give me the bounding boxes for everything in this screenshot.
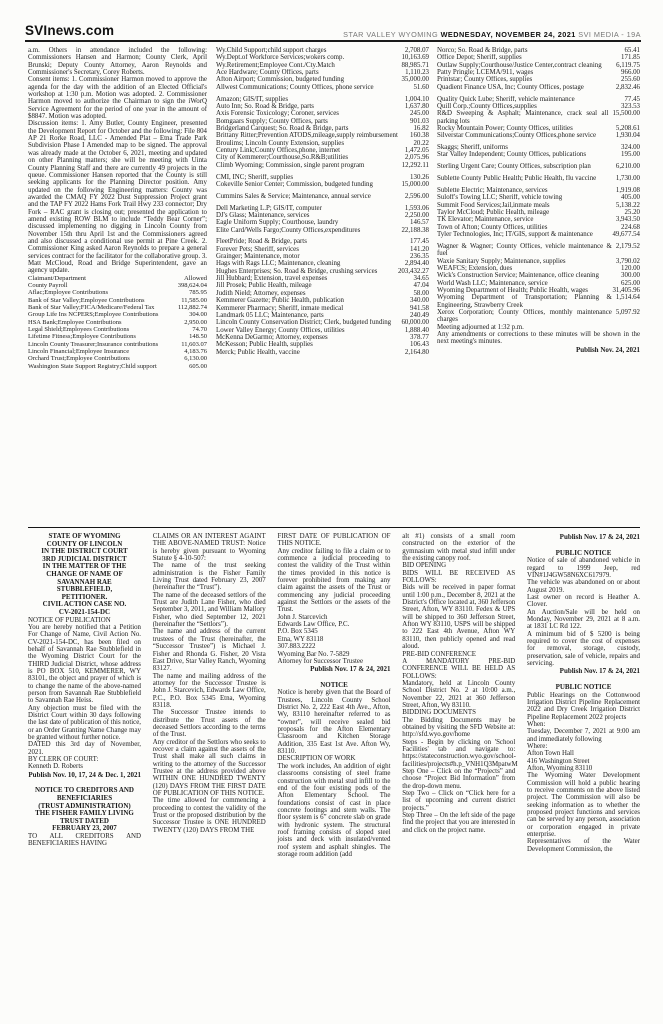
claim-row: 3,943.50 TK Elevator; Maintenance, service — [437, 216, 640, 224]
claim-row: 195.00 Star Valley Independent; County Offices, publications — [437, 151, 640, 159]
masthead: SVInews.com — [25, 23, 115, 38]
claim-row: 304.00 Group Life Ins NCPERS;Employee Contributions — [28, 311, 207, 319]
claim-row: 224.68 Town of Afton; County Offices, utilities — [437, 223, 640, 231]
notice-paragraph: The work includes, An addition of eight classrooms consisting of steel frame construction with metal stud infill to the end of the four existing pods of the Afton Elementary School. The foundations consist of cast in place concrete footings and stem walls. The floor system is 6” concrete slab on grade with hydronic system. The structural roof framing consists of sloped steel joists and deck with insulated/vented roof system and asphalt shingles. The storage room addition (add — [277, 762, 391, 858]
notice-line: When: — [527, 720, 546, 728]
notice-paragraph: The time allowed for commencing a proceeding to contest the validity of the Trust or the proposed distribution by the Successor Trustee is ONE HUNDRED TWENTY (120) DAYS FROM THE — [152, 797, 266, 834]
claim-row: 1,730.00 Sublette County Public Health; Public Health, flu vaccine — [437, 175, 640, 183]
claim-row: 25.20 Taylor McCloud; Public Health, mileage — [437, 209, 640, 217]
claim-row: 22,188.38 Elite Card/Wells Fargo;County Offices,expenditures — [216, 226, 429, 234]
claim-row: 2,950.00 HSA Bank;Employee Contributions — [28, 318, 207, 326]
claim-row: 10,163.69 Wy.Dept.of Workforce Services;wokers comp. — [216, 54, 429, 62]
claim-row: 31,405.96 Wyoming Department of Health; Public Health, wages — [437, 286, 640, 294]
notice-line: 416 Washington Street — [527, 757, 590, 765]
header-location: STAR VALLEY WYOMING — [343, 30, 441, 39]
notice-heading: IN THE DISTRICT COURT — [41, 547, 128, 556]
minutes-closing — [437, 324, 640, 355]
notice-heading: (TRUST ADMINISTRATION) — [38, 801, 131, 810]
header-edition: SVI MEDIA - 19A — [575, 30, 641, 39]
notice-line: BY CLERK OF COURT: — [28, 756, 99, 764]
notice-heading: COUNTY OF LINCOLN — [46, 539, 123, 548]
claim-row: 240.49 Landmark 05 LLC; Maintenance, parts — [216, 311, 429, 319]
payroll-header-allowed: Allowed — [183, 274, 207, 282]
publish-line: Publish Nov. 17 & 24, 2021 — [559, 667, 640, 676]
claim-row: 112,882.74 Bank of Star Valley;FICA/Medicare/Federal Tax — [28, 304, 207, 312]
claim-row: 120.00 WEAFCS; Extension, dues — [437, 264, 640, 272]
notice-line: Kenneth D. Roberts — [28, 763, 83, 771]
notice-heading: CIVIL ACTION CASE NO. — [42, 600, 127, 609]
notice-paragraph: CLAIMS OR AN INTEREST AGAINT THE ABOVE-NAMED TRUST: Notice is hereby given pursuant to Wyoming Statute § 4-10-507: — [152, 533, 266, 563]
notice-paragraph: Bids will be received in paper format until 1:00 p.m., December 8, 2021 at the District's Office located at, 360 Jefferson Street, Afton, WY 83110. Fedex & UPS will be shipped to 360 Jefferson Street, Afton WY 83110, USPS will be shipped to 222 East 4th Avenue, Afton WY 83110, then publicly opened and read aloud. — [402, 584, 516, 651]
claim-row: 1,919.08 Sublette Electric; Maintenance, services — [437, 187, 640, 194]
notice-paragraph: A MANDATORY PRE-BID CONFERENCE WILL BE HELD AS FOLLOWS: — [402, 657, 516, 680]
claim-row: 2,596.00 Cummins Sales & Service; Maintenance, annual service — [216, 192, 429, 200]
claim-row: 6,210.00 Sterling Urgent Care; County Offices, subscription plan — [437, 163, 640, 171]
publish-line: Publish Nov. 17 & 24, 2021 — [559, 533, 640, 541]
claim-row: 160.38 Brittany Ritter;Prevention ATODS,mileage,supply reimbursement — [216, 132, 429, 140]
claim-row: 106.43 McKesson; Public Health, supplies — [216, 341, 429, 349]
legal-notices-section — [28, 533, 640, 1020]
claim-row: 5,208.61 Rocky Mountain Power; County Offices, utilities — [437, 124, 640, 132]
claim-row: 2,894.40 Hags with Rags LLC; Maintenance, cleaning — [216, 260, 429, 268]
notice-paragraph: Consent items: 1. Commissioner Harmon moved to approve the agenda for the day with the addition of an Elected Official's workshop at 1:30 p.m. Motion was adopted. 2. Commissioner Harmon moved to authorize the Chairman to sign the iWorQ Service Agreement for the period of one year in the amount of $8847. Motion was adopted. — [28, 76, 207, 121]
claim-row: 11,603.07 Lincoln County Treasurer;Insurance contributions — [28, 340, 207, 348]
notice-paragraph: Step Three – On the left side of the page find the project that you are interested in and click on the project name. — [402, 812, 516, 834]
notice-paragraph: Notice of sale of abandoned vehicle in regard to 1999 Jeep, red VIN#1J4GW58N6XC617979. — [527, 557, 640, 579]
notice-line: BID OPENING — [402, 562, 447, 570]
notice-line: 307.883.2222 — [277, 643, 316, 651]
notice-line: Where: — [527, 742, 548, 750]
claim-row: 398,624.04 County Payroll — [28, 282, 207, 289]
notice-line: DESCRIPTION OF WORK — [277, 755, 356, 763]
notice-heading: NOTICE — [320, 680, 348, 689]
notice-line: NOTICE OF PUBLICATION — [28, 616, 111, 624]
notice-line: John J. Starcevich — [277, 613, 328, 621]
claim-row: 378.77 McKenna DeGarmo; Attorney, expenses — [216, 333, 429, 341]
notice-heading: THE FISHER FAMILY LIVING TRUST DATED — [35, 809, 134, 825]
notice-heading: FEBRUARY 23, 2007 — [52, 824, 117, 833]
claim-row: 2,832.46 Quadient Finance USA, Inc; County Offices, postage — [437, 83, 640, 91]
claim-row: 2,250.00 DJ's Glass; Maintenance, services — [216, 211, 429, 219]
claim-row: 16.82 Bridgerland Carquest; So. Road & Bridge, parts — [216, 124, 429, 132]
claim-row: 130.26 CMI, INC; Sheriff, supplies — [216, 173, 429, 181]
claim-row: 405.00 Suloff's Towing LLC; Sheriff, vehicle towing — [437, 194, 640, 202]
claim-row: 340.00 Kemmerer Gazette; Public Health, publication — [216, 297, 429, 305]
notice-heading: CHANGE OF NAME OF — [46, 569, 123, 578]
notice-line: P.O. Box 5345 — [277, 628, 318, 636]
notice-line: Afton, Wyoming 83110 — [527, 764, 593, 772]
claim-row: 2,708.07 Wy.Child Support;child support charges — [216, 47, 429, 54]
notice-line: PRE-BID CONFERENCE — [402, 650, 476, 658]
minutes-column — [28, 47, 207, 521]
claim-row: 49,677.54 Tyler Technologies, Inc; IT/GIS, support & maintenance — [437, 231, 640, 239]
notices-column-5 — [527, 533, 640, 1020]
notice-paragraph: Steps - Begin by clicking on 'School Facilities' tab and navigate to: https://stateconstruction.wyo.gov/school-facilities/projects#h.p_VNH1Q3MpatwM — [402, 738, 518, 768]
header-rule — [25, 40, 641, 42]
notice-paragraph: The vehicle was abandoned on or about August 2019. — [527, 579, 640, 594]
notice-heading: PUBLIC NOTICE — [555, 548, 612, 557]
notice-paragraph: Step One – Click on the “Projects” and choose “Project Bid Information” from the drop-down menu. — [402, 768, 516, 790]
notice-paragraph: Step Two – Click on “Click here for a list of upcoming and current district projects.” — [402, 790, 516, 812]
notice-paragraph: The Bidding Documents may be obtained by visiting the SFD Website at: http://sfd.wyo.gov/home — [402, 716, 516, 739]
claim-row: 323.53 Quill Corp.;County Offices,supplies — [437, 102, 640, 110]
claim-row: 146.57 Eagle Uniform Supply; Courthouse, laundry — [216, 219, 429, 227]
notice-paragraph: The name of the deceased settlors of the Trust are Judith Lane Fisher, who died September 3, 2011, and William Mallory Fisher, who died September 12, 2021 (hereinafter the “Settlors”). — [152, 591, 266, 629]
claim-row: 1,472.05 Century Link;County Offices,phone, internet — [216, 146, 429, 154]
claims-column-3 — [437, 47, 640, 521]
notice-paragraph: Representatives of the Water Development Commission, the — [527, 838, 640, 853]
minutes-paragraphs — [28, 47, 207, 275]
claim-row: 58.00 Judith Nield; Attorney, expenses — [216, 289, 429, 297]
notice-paragraph: The name and mailing address of the attorney for the Successor Trustee is John J. Starcevich, Edwards Law Office, P.C., P.O. Box 5345 Etna, Wyoming 83118. — [152, 672, 266, 709]
claim-row: 1,930.04 Silverstar Communications;County Offices,phone service — [437, 132, 640, 140]
notices-column-3 — [278, 533, 391, 1020]
notice-heading: IN THE MATTER OF THE — [42, 562, 127, 571]
claim-row: 941.58 Kemmerer Pharmacy; Sheriff, inmate medical — [216, 304, 429, 312]
notice-heading: CV-2021-154-DC — [58, 607, 111, 616]
claim-row: 5,097.92 Xerox Corporation; County Offices, monthly maintenance charges — [437, 309, 640, 324]
notice-paragraph: Any creditor failing to file a claim or to commence a judicial proceeding to contest the validity of the Trust within the times provided in this notice is forever prohibited from making any claim against the assets of the Trust or commencing any judicial proceeding against the Settlors or the assets of the Trust. — [277, 547, 391, 614]
claim-row: 5,138.22 Summit Food Services;Jail,inmate meals — [437, 201, 640, 209]
claim-row: 177.45 FleetPride; Road & Bridge, parts — [216, 238, 429, 246]
claim-row: 203,432.27 Hughes Enterprises; So. Road & Bridge, crushing services — [216, 267, 429, 275]
claim-row: 11,585.00 Bank of Star Valley;Employee Contributions — [28, 296, 207, 304]
notice-line: Meeting adjourned at 1:32 p.m. — [437, 323, 524, 331]
publish-line: Publish Nov. 10, 17, 24 & Dec. 1, 2021 — [28, 770, 141, 779]
notice-paragraph: DATED this 3rd day of November, 2021. — [28, 741, 141, 756]
notice-paragraph: You are hereby notified that a Petition For Change of Name, Civil Action No. CV-2021-154-DC, has been filed on behalf of Savannah Rae Stubblefield in the Wyoming District Court for the THIRD Judicial District, whose address is PO BOX 510, KEMMERER, WY 83101, the object and prayer of which is to change the name of the above-named person from Savannah Rae Stubblefield to Savannah Rae Heiss. — [28, 623, 141, 705]
claim-row: 1,110.23 Ace Hardware; County Offices, parts — [216, 69, 429, 77]
claim-row: 255.60 Printstar; County Offices, supplies — [437, 76, 640, 84]
notice-paragraph: Notice is hereby given that the Board of Trustees, Lincoln County School District No. 2, 222 East 4th Ave., Afton, Wy, 83110 hereinafter referred to as “owner”, will receive sealed bid proposals for the Afton Elementary Classroom and Kitchen Storage Addition, 335 East 1st Ave. Afton Wy, 83110. — [277, 689, 391, 756]
notice-line: Afton Town Hall — [527, 750, 574, 758]
claim-row: 236.35 Grainger; Maintenance, motor — [216, 253, 429, 261]
claim-row: 15,000.00 Cokeville Senior Center; Commission, budgeted funding — [216, 180, 429, 188]
claim-row: 1,593.06 Dell Marketing L.P; GIS/IT, computer — [216, 204, 429, 212]
notice-paragraph: Mandatory, held at Lincoln County School District No. 2 at 10:00 a.m., November 22, 2021 at 360 Jefferson Street, Afton, Wy 83110. — [402, 679, 516, 709]
notice-paragraph: Any amendments or corrections to these minutes will be shown in the next meeting's minutes. — [437, 331, 640, 346]
notice-paragraph: Any objection must be filed with the District Court within 30 days following the last date of publication of this notice, or an Order Granting Name Change may be granted without further notice. — [28, 704, 141, 742]
notice-paragraph: Public Hearings on the Cottonwood Irrigation District Pipeline Replacement 2022 and Dry Creek Irrigation District Pipeline Replacement 2022 projects — [527, 691, 640, 721]
notice-heading: PETITIONER. — [61, 592, 108, 601]
claim-row: 625.00 World Wash LLC; Maintenance, service — [437, 279, 640, 287]
claim-row: 141.20 Forever Pets; Sheriff, services — [216, 245, 429, 253]
publish-line: Publish Nov. 17 & 24, 2021 — [310, 665, 391, 674]
claim-row: 15,500.00 R&D Sweeping & Asphalt; Maintenance, crack seal all parking lots — [437, 110, 640, 125]
claim-row: 34.65 Jill Hubbard; Extension, travel expenses — [216, 275, 429, 283]
claim-row: 51.60 Allwest Communications; County Offices, phone service — [216, 83, 429, 91]
notice-paragraph: An Auction/Sale will be held on Monday, November 29, 2021 at 8 a.m. at 1831 LC Rd 122. — [527, 608, 640, 631]
publish-line: Publish Nov. 24, 2021 — [576, 345, 640, 354]
claim-row: 1,004.10 Amazon; GIS/IT, supplies — [216, 95, 429, 103]
claim-row: 2,164.80 Merck; Public Health, vaccine — [216, 348, 429, 356]
notice-paragraph: Discussion items: 1. Amy Butler, County Engineer, presented the Development Report for October and the following: File 804 AP 21 Rorke Road, LLC - Amended Plat – Etna Trade Park Subdivision Phase I Amended map to be signed. The approval was already made at the October 6, 2021, meeting and updated on other Planning matters; she will be meeting with Uinta County Planning Staff and there are currently 49 projects in the queue. Commissioner Hansen reported that the County is still seeking applicants for the Planning Director position. Amy updated on the following Engineering matters: County was awarded the CMAQ FY 2022 Dust Suppression Project grant and the TAP FY 2022 Hams Fork Trail Hwy 233 connector; Dry Fork – RAC grant is closing out; presented the application to amend existing ROW BLM to include “Teddy Bear Corner”; discussed implementing no digging in Lincoln County from November 15th thru April 1st and the Commissioners agreed and also discussed a conditional use permit at Pine Creek. 2. Commissioner King asked Aaron Reynolds to prepare a general services contract for the facilitator for the collaborative group. 3. Matt McCloud, Road and Bridge Superintendent, gave an agency update. — [28, 120, 207, 275]
claim-row: 20.22 Broulims; Lincoln County Extension, supplies — [216, 139, 429, 147]
payroll-header-claimant: Claimant/Department — [28, 274, 86, 282]
claim-row: 74.70 Legal Shield;Employees Contributions — [28, 326, 207, 334]
claim-row: 966.00 Patty Pringle; LCEMA/911, wages — [437, 69, 640, 77]
notice-heading: 3RD JUDICIAL DISTRICT — [42, 554, 127, 563]
claim-row: 300.00 Wick's Construction Service; Maintenance, office cleaning — [437, 272, 640, 280]
notice-heading: PUBLIC NOTICE — [555, 682, 612, 691]
notices-column-4 — [402, 533, 518, 1020]
claim-row: 60,000.00 Lincoln County Conservation District; Clerk, budgeted funding — [216, 319, 429, 327]
claim-row: 88,985.71 Wy.Retirement;Employee Cont./Cty.Match — [216, 61, 429, 69]
claim-row: 4,183.76 Lincoln Financial;Employee Insurance — [28, 348, 207, 356]
notice-paragraph: TO ALL CREDITORS AND BENEFICIARIES HAVING — [28, 832, 141, 848]
claim-row: 605.00 Washington State Support Registry;Child support — [28, 362, 207, 370]
notice-line: BIDDING DOCUMENTS — [402, 709, 476, 717]
claim-row: 785.95 Aflac;Employee Contributions — [28, 289, 207, 297]
claims-column-3-items — [437, 47, 640, 324]
notice-line: Wyoming Bar No. 7-5829 — [277, 650, 350, 658]
notice-paragraph: alt #1) consists of a small room constructed on the exterior of the gymnasium with metal stud infill under the existing canopy roof. — [402, 533, 516, 563]
claim-row: 1,637.80 Auto Inn; So. Road & Bridge, parts — [216, 102, 429, 110]
minutes-section — [28, 47, 640, 521]
notice-paragraph: Last owner on record is Heather A. Clover. — [527, 593, 640, 609]
claim-row: 245.00 Axis Forensic Toxicology; Coroner, services — [216, 110, 429, 118]
claim-row: 1,888.40 Lower Valley Energy; County Offices, utilities — [216, 326, 429, 334]
notice-line: Edwards Law Office, P.C. — [277, 621, 350, 629]
notice-paragraph: Any creditor of the Settlors who seeks to recover a claim against the assets of the Trust shall make all such claims in writing to the attorney of the Successor Trustee at the address provided above WITHIN ONE HUNDRED TWENTY (120) DAYS FROM THE FIRST DATE OF PUBLICATION OF THIS NOTICE. — [152, 738, 266, 798]
notice-paragraph: A minimum bid of $ 5200 is being required to cover the cost of expenses for removal, storage, custody, preservation, sale of vehicle, repairs and servicing. — [527, 630, 640, 667]
notice-line: Etna, WY 83118 — [277, 635, 324, 643]
claim-row: 35,000.00 Afton Airport; Commission, budgeted funding — [216, 76, 429, 84]
claim-row: 6,119.75 Outlaw Supply;Courthouse/Justice Center,contract cleaning — [437, 61, 640, 69]
claim-row: 3,790.02 Waxie Sanitary Supply; Maintenance, supplies — [437, 257, 640, 265]
notice-heading: STUBBLEFIELD, — [56, 585, 113, 594]
notices-column-1 — [28, 533, 141, 1020]
notice-paragraph: The name of the trust seeking administration is the Fisher Family Living Trust dated February 23, 2007 (hereinafter the “Trust”). — [152, 562, 266, 592]
header-dateline — [343, 30, 641, 39]
claim-row: 148.50 Lifetime Fitness;Employee Contributions — [28, 333, 207, 341]
claim-row: 1,514.64 Wyoming Department of Transportation; Planning & Engineering, Strawberry Creek — [437, 294, 640, 309]
claim-row: 171.85 Office Depot; Sheriff, supplies — [437, 54, 640, 62]
notice-paragraph: The name and address of the current trustees of the Trust (hereinafter, the “Successor Trustee”) is Michael J. Fisher and Rhonda G. Fisher, 20 Vista East Drive, Star Valley Ranch, Wyoming 83127. — [152, 628, 266, 673]
claim-row: 65.41 Norco; So. Road & Bridge, parts — [437, 47, 640, 54]
claim-row: 47.04 Jill Prosek; Public Health, mileage — [216, 282, 429, 290]
claim-row: 901.03 Bomgaars Supply; County Offices, parts — [216, 117, 429, 125]
claims-column-2 — [216, 47, 429, 521]
notice-heading: SAVANNAH RAE — [57, 577, 112, 586]
claim-row: 12,292.11 Climb Wyoming; Commission, single parent program — [216, 161, 429, 169]
claim-row: 2,075.96 City of Kemmerer;Courthouse,So.R&B;utilities — [216, 154, 429, 162]
header-date: WEDNESDAY, NOVEMBER 24, 2021 — [440, 30, 576, 39]
notice-paragraph: a.m. Others in attendance included the following: Commissioners Hansen and Harmon; County Clerk, April Brunski; Deputy County Attorney, Aaron Reynolds and Commissioner's Secretary, Corey Roberts. — [28, 47, 207, 77]
notice-paragraph: BIDS WILL BE RECEIVED AS FOLLOWS: — [402, 569, 516, 585]
claim-row: 6,130.00 Orchard Trust;Employee Contributions — [28, 355, 207, 363]
claim-row: 324.00 Skaggs; Sheriff, uniforms — [437, 144, 640, 152]
notice-heading: STATE OF WYOMING — [48, 533, 121, 540]
payroll-rows — [28, 282, 207, 370]
claim-row: 2,179.52 Wagner & Wagner; County Offices, vehicle maintenance & fuel — [437, 242, 640, 258]
notice-line: Attorney for Successor Trustee — [277, 657, 364, 665]
notice-paragraph: Tuesday, December 7, 2021 at 9:00 am and immediately following — [527, 728, 640, 743]
claim-row: 77.45 Quality Quick Lube; Sheriff, vehicle maintenance — [437, 95, 640, 103]
payroll-header-row — [28, 275, 207, 282]
notice-paragraph: The Wyoming Water Development Commission will hold a public hearing to receive comments on the above listed project. The Commission will also be seeking information as to whether the proposed project functions and services can be served by any person, association or corporation engaged in private enterprise. — [527, 772, 640, 839]
notice-paragraph: The Successor Trustee intends to distribute the Trust assets of the deceased Settlors according to the terms of the Trust. — [152, 709, 266, 739]
section-divider-rule — [28, 527, 640, 528]
notices-column-2 — [153, 533, 266, 1020]
notice-heading: NOTICE TO CREDITORS AND BENEFICIARIES — [34, 786, 134, 802]
notice-paragraph: FIRST DATE OF PUBLICATION OF THIS NOTICE. — [277, 533, 391, 548]
